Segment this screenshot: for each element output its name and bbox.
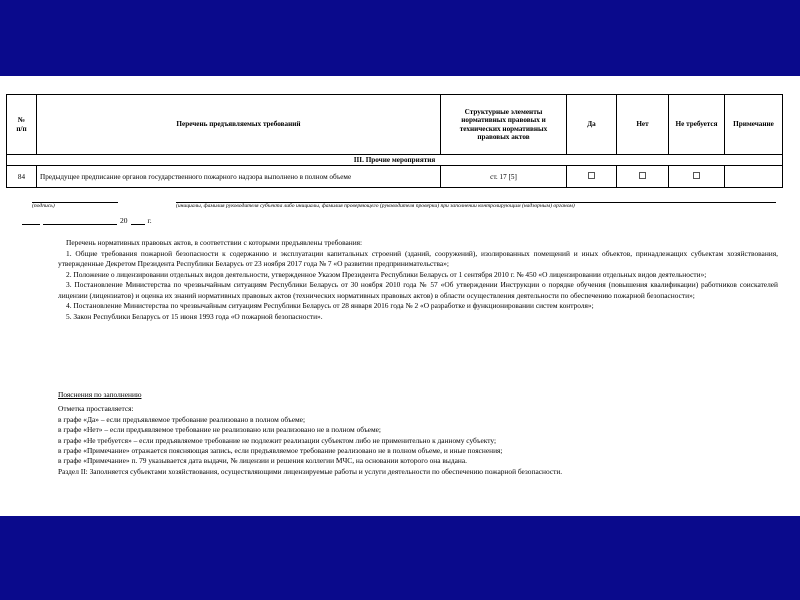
row-requirement: Предыдущее предписание органов государственного пожарного надзора выполнено в полном объеме xyxy=(37,166,441,188)
year-blank xyxy=(131,216,145,225)
no-checkbox-cell[interactable] xyxy=(617,166,669,188)
explanations-heading: Пояснения по заполнению xyxy=(58,390,142,399)
legal-list-intro: Перечень нормативных правовых актов, в соответствии с которыми предъявлены требования: xyxy=(66,238,363,247)
section-row xyxy=(7,155,783,166)
list-item: 3. Постановление Министерства по чрезвычайным ситуациям Республики Беларусь от 30 ноября 2010 года № 57 «Об утверждении Инструкции о порядке обучения (повышения квалификации) работников соискателей лицензии (лицензиатов) и оценка их знаний нормативных правовых актов (технических нормативных правовых актов) в области осуществления деятельности по обеспечению пожарной безопасности»; xyxy=(58,280,778,300)
yes-checkbox[interactable] xyxy=(588,172,595,179)
month-blank xyxy=(43,216,117,225)
not-required-checkbox-cell[interactable] xyxy=(669,166,725,188)
list-item: Отметка проставляется: xyxy=(58,404,134,414)
document-page xyxy=(0,76,800,516)
name-caption: (инициалы, фамилия руководителя субъекта либо инициалы, фамилия проверяющего (руководителя проверки) при заполнении контролирующим (надзорным) органом) xyxy=(176,202,776,209)
list-item: 2. Положение о лицензировании отдельных видов деятельности, утвержденное Указом Президента Республики Беларусь от 1 сентября 2010 г. № 450 «О лицензировании отдельных видов деятельности»; xyxy=(66,269,707,279)
list-item: в графе «Примечание» отражается поясняющая запись, если предъявляемое требование реализовано не в полном объеме, и иные пояснения; xyxy=(58,446,503,456)
header-num: № п/п xyxy=(7,95,37,155)
section-title: III. Прочие мероприятия xyxy=(7,155,783,166)
row-num: 84 xyxy=(7,166,37,188)
yes-checkbox-cell[interactable] xyxy=(567,166,617,188)
no-checkbox[interactable] xyxy=(639,172,646,179)
year-suffix: г. xyxy=(147,216,152,225)
day-blank xyxy=(22,216,40,225)
signature-block xyxy=(22,202,792,209)
list-item: в графе «Не требуется» – если предъявляемое требование не подлежит реализации субъектом либо не применительно к данному субъекту; xyxy=(58,435,497,445)
year-prefix: 20 xyxy=(120,216,128,225)
requirements-table xyxy=(6,94,783,188)
signature-caption: (подпись) xyxy=(32,202,118,209)
header-requirements: Перечень предъявляемых требований xyxy=(37,95,441,155)
list-item: 1. Общие требования пожарной безопасности к содержанию и эксплуатации капитальных строений (зданий, сооружений), изолированных помещений и иных объектов, принадлежащих субъектам хозяйствования, утвержденные Декретом Президента Республики Беларусь от 23 ноября 2017 года № 7 «О развитии предпринимательства»; xyxy=(58,248,778,268)
header-structural-elements: Структурные элементы нормативных правовых и технических нормативных правовых актов xyxy=(441,95,567,155)
filling-explanations xyxy=(58,390,778,477)
header-yes: Да xyxy=(567,95,617,155)
list-item: Раздел II: Заполняется субъектами хозяйствования, осуществляющими лицензируемые работы и услуги деятельности по обеспечению пожарной безопасности. xyxy=(58,466,563,476)
legal-acts-list xyxy=(58,238,778,322)
header-note: Примечание xyxy=(725,95,783,155)
list-item: в графе «Нет» – если предъявляемое требование не реализовано или реализовано не в полном объеме; xyxy=(58,425,381,435)
row-note xyxy=(725,166,783,188)
header-not-required: Не требуется xyxy=(669,95,725,155)
not-required-checkbox[interactable] xyxy=(693,172,700,179)
row-reference: ст. 17 [5] xyxy=(441,166,567,188)
list-item: 5. Закон Республики Беларусь от 15 июня 1993 года «О пожарной безопасности». xyxy=(66,311,323,321)
list-item: в графе «Да» – если предъявляемое требование реализовано в полном объеме; xyxy=(58,414,306,424)
table-header-row xyxy=(7,95,783,155)
header-no: Нет xyxy=(617,95,669,155)
list-item: 4. Постановление Министерства по чрезвычайным ситуациям Республики Беларусь от 28 января 2016 года № 2 «О разработке и функционировании систем контроля»; xyxy=(66,301,594,310)
date-line xyxy=(22,216,152,225)
table-row xyxy=(7,166,783,188)
list-item: в графе «Примечание» п. 79 указывается дата выдачи, № лицензии и решения коллегии МЧС, на основании которого она выдана. xyxy=(58,456,467,466)
